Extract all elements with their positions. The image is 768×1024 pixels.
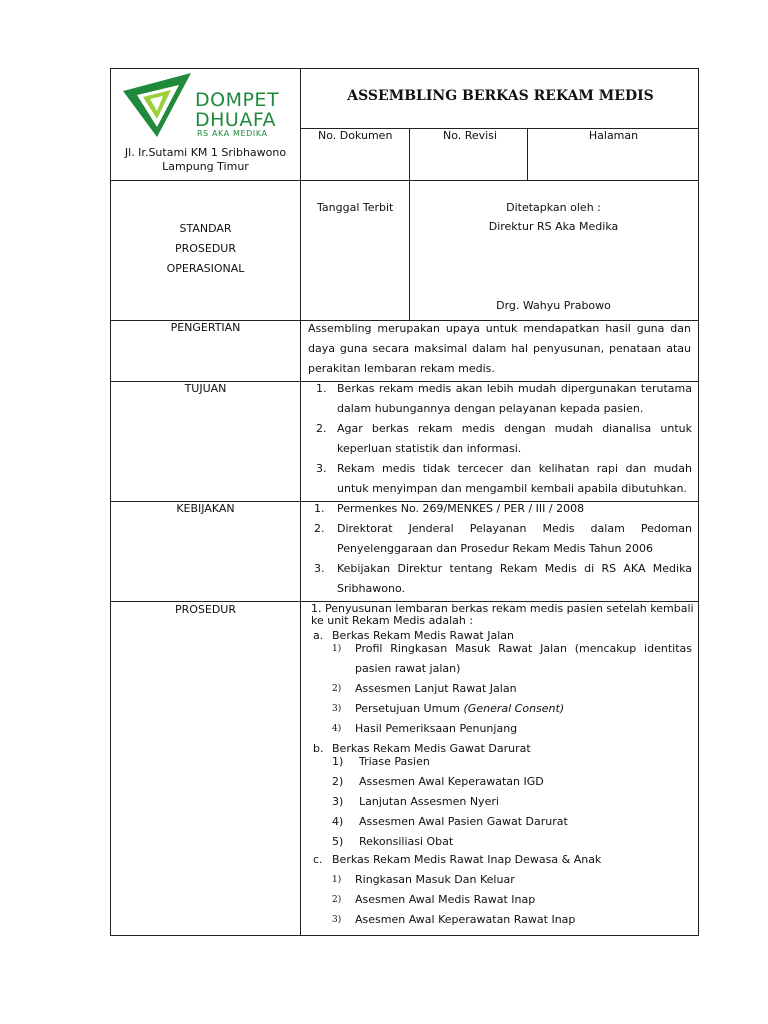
hospital-logo (123, 73, 293, 141)
tujuan-label: TUJUAN (184, 382, 227, 395)
item-number: 1) (332, 644, 342, 654)
item-text-main: Persetujuan Umum (355, 702, 461, 715)
group-letter: c. (313, 853, 323, 866)
item-number: 5) (332, 835, 344, 848)
item-text: Ringkasan Masuk Dan Keluar (355, 873, 515, 886)
list-item (332, 792, 692, 812)
list-item (332, 639, 692, 679)
sop-line1: STANDAR (179, 222, 232, 235)
document-title: ASSEMBLING BERKAS REKAM MEDIS (347, 88, 654, 104)
group-letter: b. (313, 742, 324, 755)
item-number: 3. (316, 462, 327, 475)
group-title: Berkas Rekam Medis Gawat Darurat (332, 742, 531, 755)
prosedur-list-c (332, 870, 692, 930)
item-number: 3) (332, 795, 344, 808)
list-item (332, 832, 692, 852)
list-item (332, 812, 692, 832)
prosedur-intro: 1. Penyusunan lembaran berkas rekam medis pasien setelah kembali ke unit Rekam Medis adalah : (311, 602, 694, 627)
logo-emblem-icon (123, 73, 193, 141)
list-item (332, 752, 692, 772)
sop-label (111, 219, 300, 279)
item-text: Agar berkas rekam medis dengan mudah dianalisa untuk keperluan statistik dan informasi. (337, 422, 692, 455)
item-number: 2) (332, 895, 342, 905)
sop-line3: OPERASIONAL (166, 262, 245, 275)
list-item (332, 910, 692, 930)
item-text: Triase Pasien (359, 755, 430, 768)
item-text-italic: (General Consent) (463, 702, 565, 715)
item-text: Rekonsiliasi Obat (359, 835, 454, 848)
halaman-label: Halaman (588, 129, 639, 142)
item-text: Asesmen Awal Medis Rawat Inap (355, 893, 536, 906)
list-item (332, 699, 692, 719)
address-line2: Lampung Timur (162, 160, 249, 173)
item-text: Asesmen Awal Keperawatan Rawat Inap (355, 913, 576, 926)
item-text: Assesmen Awal Keperawatan IGD (359, 775, 544, 788)
item-number: 1) (332, 875, 342, 885)
item-number: 4) (332, 724, 342, 734)
tujuan-list (316, 379, 692, 499)
sop-line2: PROSEDUR (174, 242, 237, 255)
prosedur-label: PROSEDUR (174, 603, 237, 616)
list-item (314, 499, 692, 519)
item-number: 2. (316, 422, 327, 435)
item-number: 4) (332, 815, 344, 828)
prosedur-list-b (332, 752, 692, 852)
divider (409, 128, 410, 180)
item-number: 1. (316, 382, 327, 395)
list-item (332, 679, 692, 699)
item-number: 3) (332, 915, 342, 925)
ditetapkan-oleh-label: Ditetapkan oleh : (506, 201, 601, 214)
item-number: 1) (332, 755, 344, 768)
pengertian-text: Assembling merupakan upaya untuk mendapatkan hasil guna dan daya guna secara maksimal dalam hal penyusunan, penataan atau perakitan lembaran rekam medis. (308, 322, 691, 375)
group-letter: a. (313, 629, 324, 642)
item-text: Profil Ringkasan Masuk Rawat Jalan (mencakup identitas pasien rawat jalan) (355, 642, 692, 675)
item-number: 3. (314, 562, 325, 575)
item-text: Rekam medis tidak tercecer dan kelihatan rapi dan mudah untuk menyimpan dan mengambil kembali apabila dibutuhkan. (337, 462, 692, 495)
item-text: Lanjutan Assesmen Nyeri (359, 795, 499, 808)
item-text: Berkas rekam medis akan lebih mudah dipergunakan terutama dalam hubungannya dengan pelayanan kepada pasien. (337, 382, 692, 415)
no-revisi-label: No. Revisi (443, 129, 498, 142)
item-number: 2) (332, 775, 344, 788)
item-text: Hasil Pemeriksaan Penunjang (355, 722, 518, 735)
list-item (332, 719, 692, 739)
item-number: 2. (314, 522, 325, 535)
list-item (314, 559, 692, 599)
divider (111, 180, 698, 181)
prosedur-list-a (332, 639, 692, 739)
list-item (316, 459, 692, 499)
item-number: 3) (332, 704, 342, 714)
list-item (332, 890, 692, 910)
list-item (316, 379, 692, 419)
item-number: 1. (314, 502, 325, 515)
no-dokumen-label: No. Dokumen (318, 129, 393, 142)
item-text (355, 699, 692, 719)
item-text: Permenkes No. 269/MENKES / PER / III / 2008 (337, 502, 585, 515)
kebijakan-label: KEBIJAKAN (176, 502, 235, 515)
logo-text-line1: DOMPET (195, 89, 280, 111)
item-text: Assesmen Awal Pasien Gawat Darurat (359, 815, 568, 828)
item-text: Kebijakan Direktur tentang Rekam Medis di RS AKA Medika Sribhawono. (337, 562, 692, 595)
divider (300, 69, 301, 935)
address (111, 146, 300, 174)
kebijakan-list (314, 499, 692, 599)
list-item (332, 772, 692, 792)
logo-text-line2: DHUAFA (195, 109, 277, 131)
item-text: Assesmen Lanjut Rawat Jalan (355, 682, 517, 695)
direktur-label: Direktur RS Aka Medika (488, 220, 619, 233)
item-number: 2) (332, 684, 342, 694)
tanggal-terbit-label: Tanggal Terbit (317, 201, 394, 214)
address-line1: Jl. Ir.Sutami KM 1 Sribhawono (124, 146, 287, 159)
signatory-name: Drg. Wahyu Prabowo (496, 299, 611, 312)
item-text: Direktorat Jenderal Pelayanan Medis dalam Pedoman Penyelenggaraan dan Prosedur Rekam Medis Tahun 2006 (337, 522, 692, 555)
group-title: Berkas Rekam Medis Rawat Inap Dewasa & Anak (332, 853, 602, 866)
group-title: Berkas Rekam Medis Rawat Jalan (332, 629, 514, 642)
list-item (314, 519, 692, 559)
sop-document (110, 68, 699, 936)
logo-subtitle: RS AKA MEDIKA (197, 129, 268, 138)
pengertian-label: PENGERTIAN (170, 321, 241, 334)
list-item (316, 419, 692, 459)
list-item (332, 870, 692, 890)
